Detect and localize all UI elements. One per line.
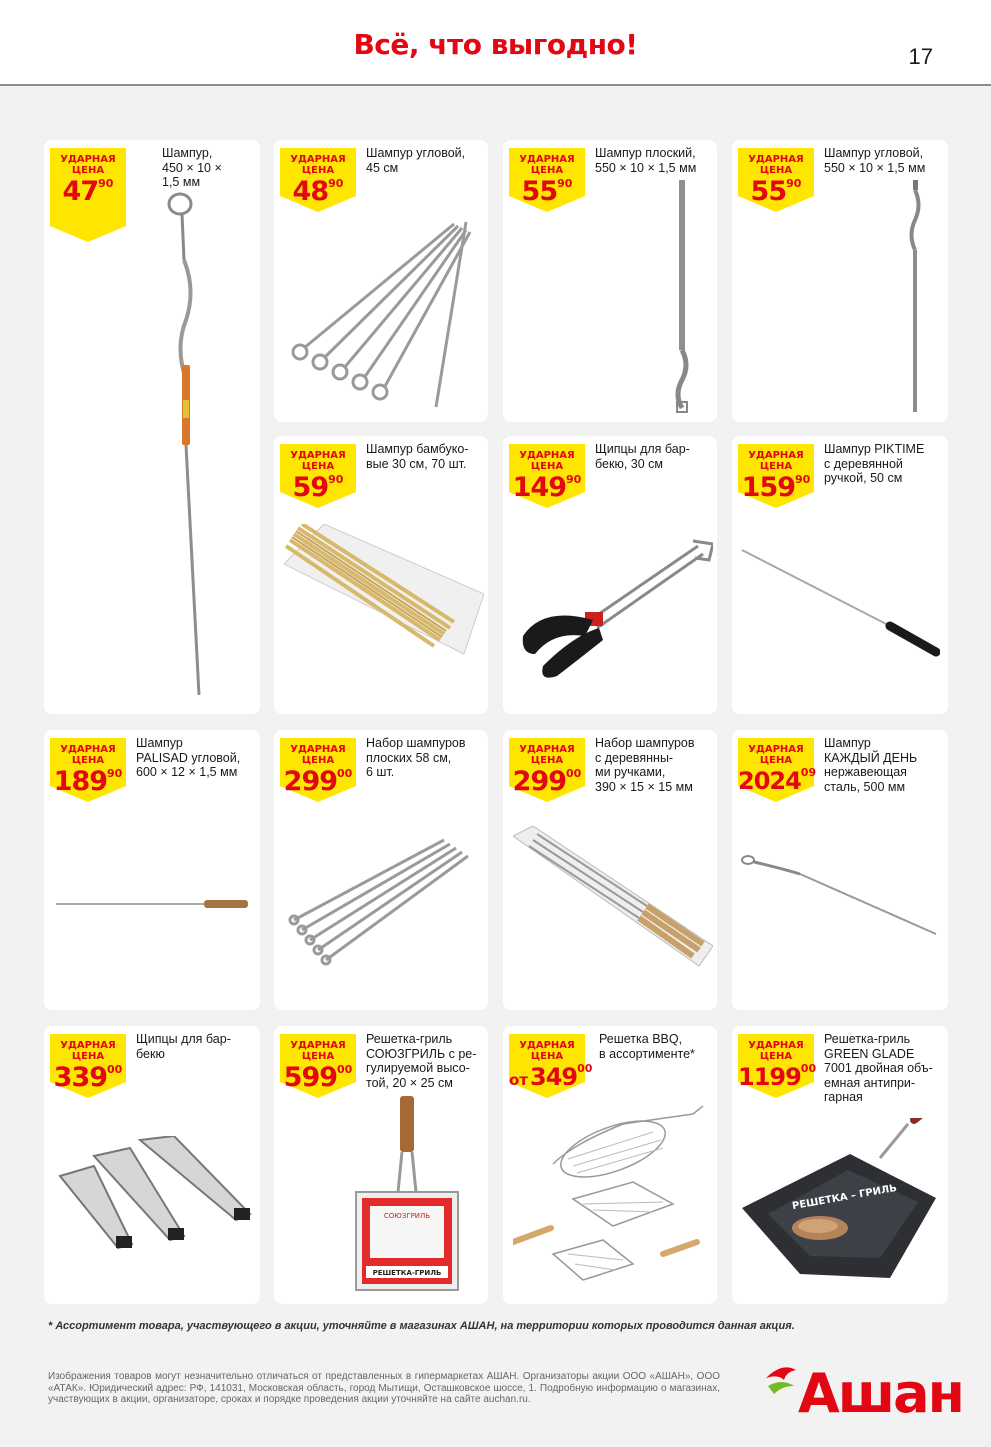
page-number: 17 [908, 44, 933, 69]
footnote: * Ассортимент товара, участвующего в акции, уточняйте в магазинах АШАН, на территории которых проводится данная акция. [48, 1320, 795, 1332]
price: $47^{90}$ [62, 176, 114, 207]
product-card[interactable] [44, 730, 260, 1010]
angle-skewer-image [902, 180, 932, 415]
price-badge: УДАРНАЯ ЦЕНА $59^{90}$ [280, 444, 356, 538]
green-glade-grill-image [740, 1118, 940, 1288]
product-description: Шампур бамбуко- вые 30 см, 70 шт. [366, 442, 469, 471]
product-card[interactable] [274, 436, 488, 714]
price-badge: УДАРНАЯ ЦЕНА $189^{90}$ [50, 738, 126, 832]
product-description: Решетка BBQ, в ассортименте* [599, 1032, 695, 1061]
product-card[interactable] [732, 140, 948, 422]
price: $299^{00}$ [512, 766, 582, 797]
price-badge: УДАРНАЯ ЦЕНА $159^{90}$ [738, 444, 814, 538]
price-badge: УДАРНАЯ ЦЕНА $55^{90}$ [738, 148, 814, 242]
price-badge: УДАРНАЯ ЦЕНА $от349^{00}$ [509, 1034, 585, 1128]
price: $159^{90}$ [741, 472, 811, 503]
product-card[interactable] [503, 140, 717, 422]
price-badge: УДАРНАЯ ЦЕНА 1199$^{00}$ [738, 1034, 814, 1128]
price: $55^{90}$ [521, 176, 573, 207]
price-badge: УДАРНАЯ ЦЕНА 2024$^{09}$ [738, 738, 814, 832]
product-grid [44, 140, 948, 1304]
legal-disclaimer: Изображения товаров могут незначительно отличаться от представленных в гипермаркетах АШАН. Организаторы акции ООО «АШАН», ООО «АТАК». Юридический адрес: РФ, 141031, Московская область, город Мытищи, Осташковское шоссе, 1. Подробную информацию о магазинах, участвующих в акции, организаторе, сроках и порядке проведения акции уточняйте на сайте auchan.ru. [48, 1371, 720, 1405]
page-header [0, 0, 991, 86]
price-badge: УДАРНАЯ ЦЕНА $299^{00}$ [509, 738, 585, 832]
bbq-tongs-image [513, 536, 713, 686]
product-card[interactable] [503, 436, 717, 714]
price-badge: УДАРНАЯ ЦЕНА $339^{00}$ [50, 1034, 126, 1128]
price: $599^{00}$ [283, 1062, 353, 1093]
page-title: Всё, что выгодно! [353, 28, 638, 61]
price: $59^{90}$ [292, 472, 344, 503]
product-description: Шампур КАЖДЫЙ ДЕНЬ нержавеющая сталь, 500 мм [824, 736, 918, 794]
product-card[interactable] [503, 1026, 717, 1304]
price: $55^{90}$ [750, 176, 802, 207]
product-card[interactable] [274, 140, 488, 422]
product-card[interactable] [732, 730, 948, 1010]
product-description: Решетка-гриль СОЮЗГРИЛЬ с ре- гулируемой высо- той, 20 × 25 см [366, 1032, 477, 1090]
price-badge: УДАРНАЯ ЦЕНА $55^{90}$ [509, 148, 585, 242]
palisad-skewer-image [54, 894, 254, 914]
product-description: Шампур, 450 × 10 × 1,5 мм [162, 146, 222, 189]
piktime-skewer-image [740, 544, 940, 664]
price: 1199$^{00}$ [738, 1062, 817, 1091]
product-description: Щипцы для бар- бекю [136, 1032, 231, 1061]
product-card[interactable] [274, 1026, 488, 1304]
green-glade-label-text: РЕШЕТКА – ГРИЛЬ [791, 1182, 898, 1213]
price: $299^{00}$ [283, 766, 353, 797]
price-badge: УДАРНАЯ ЦЕНА $48^{90}$ [280, 148, 356, 242]
product-description: Щипцы для бар- бекю, 30 см [595, 442, 690, 471]
product-card[interactable] [503, 730, 717, 1010]
flat-skewer-image [668, 180, 698, 415]
product-description: Шампур плоский, 550 × 10 × 1,5 мм [595, 146, 697, 175]
bbq-grills-image [513, 1104, 713, 1294]
product-card[interactable] [732, 436, 948, 714]
bamboo-skewers-image [284, 524, 484, 664]
product-card[interactable] [44, 1026, 260, 1304]
price: $от349^{00}$ [509, 1062, 593, 1091]
wooden-handle-skewers-image [513, 826, 713, 976]
product-description: Шампур угловой, 45 см [366, 146, 466, 175]
product-description: Шампур PIKTIME с деревянной ручкой, 50 см [824, 442, 925, 485]
skewer-image [144, 190, 224, 710]
product-description: Набор шампуров с деревянны- ми ручками, 390 × 15 × 15 мм [595, 736, 695, 794]
flat-skewer-set-image [284, 830, 474, 970]
soyuzgril-grill-image [352, 1096, 462, 1296]
auchan-logo: Ашан [798, 1362, 963, 1425]
everyday-skewer-image [740, 854, 940, 944]
price: $339^{00}$ [53, 1062, 123, 1093]
price-badge: УДАРНАЯ ЦЕНА $599^{00}$ [280, 1034, 356, 1128]
price: $48^{90}$ [292, 176, 344, 207]
product-card[interactable] [732, 1026, 948, 1304]
product-description: Шампур угловой, 550 × 10 × 1,5 мм [824, 146, 926, 175]
product-card[interactable] [274, 730, 488, 1010]
product-description: Шампур PALISAD угловой, 600 × 12 × 1,5 мм [136, 736, 241, 779]
product-description: Решетка-гриль GREEN GLADE 7001 двойная объ- емная антипри- гарная [824, 1032, 933, 1104]
tongs-set-image [54, 1136, 254, 1256]
product-description: Набор шампуров плоских 58 см, 6 шт. [366, 736, 466, 779]
price: 2024$^{09}$ [738, 766, 817, 795]
price-badge: УДАРНАЯ ЦЕНА $299^{00}$ [280, 738, 356, 832]
price-badge: УДАРНАЯ ЦЕНА $149^{90}$ [509, 444, 585, 538]
soyuzgril-label-text: РЕШЕТКА-ГРИЛЬ [372, 1269, 442, 1277]
price: $149^{90}$ [512, 472, 582, 503]
skewer-set-image [286, 212, 476, 412]
price-badge: УДАРНАЯ ЦЕНА $47^{90}$ [50, 148, 126, 242]
product-card[interactable] [44, 140, 260, 714]
soyuzgril-brand-text: СОЮЗГРИЛЬ [383, 1212, 431, 1220]
price: $189^{90}$ [53, 766, 123, 797]
